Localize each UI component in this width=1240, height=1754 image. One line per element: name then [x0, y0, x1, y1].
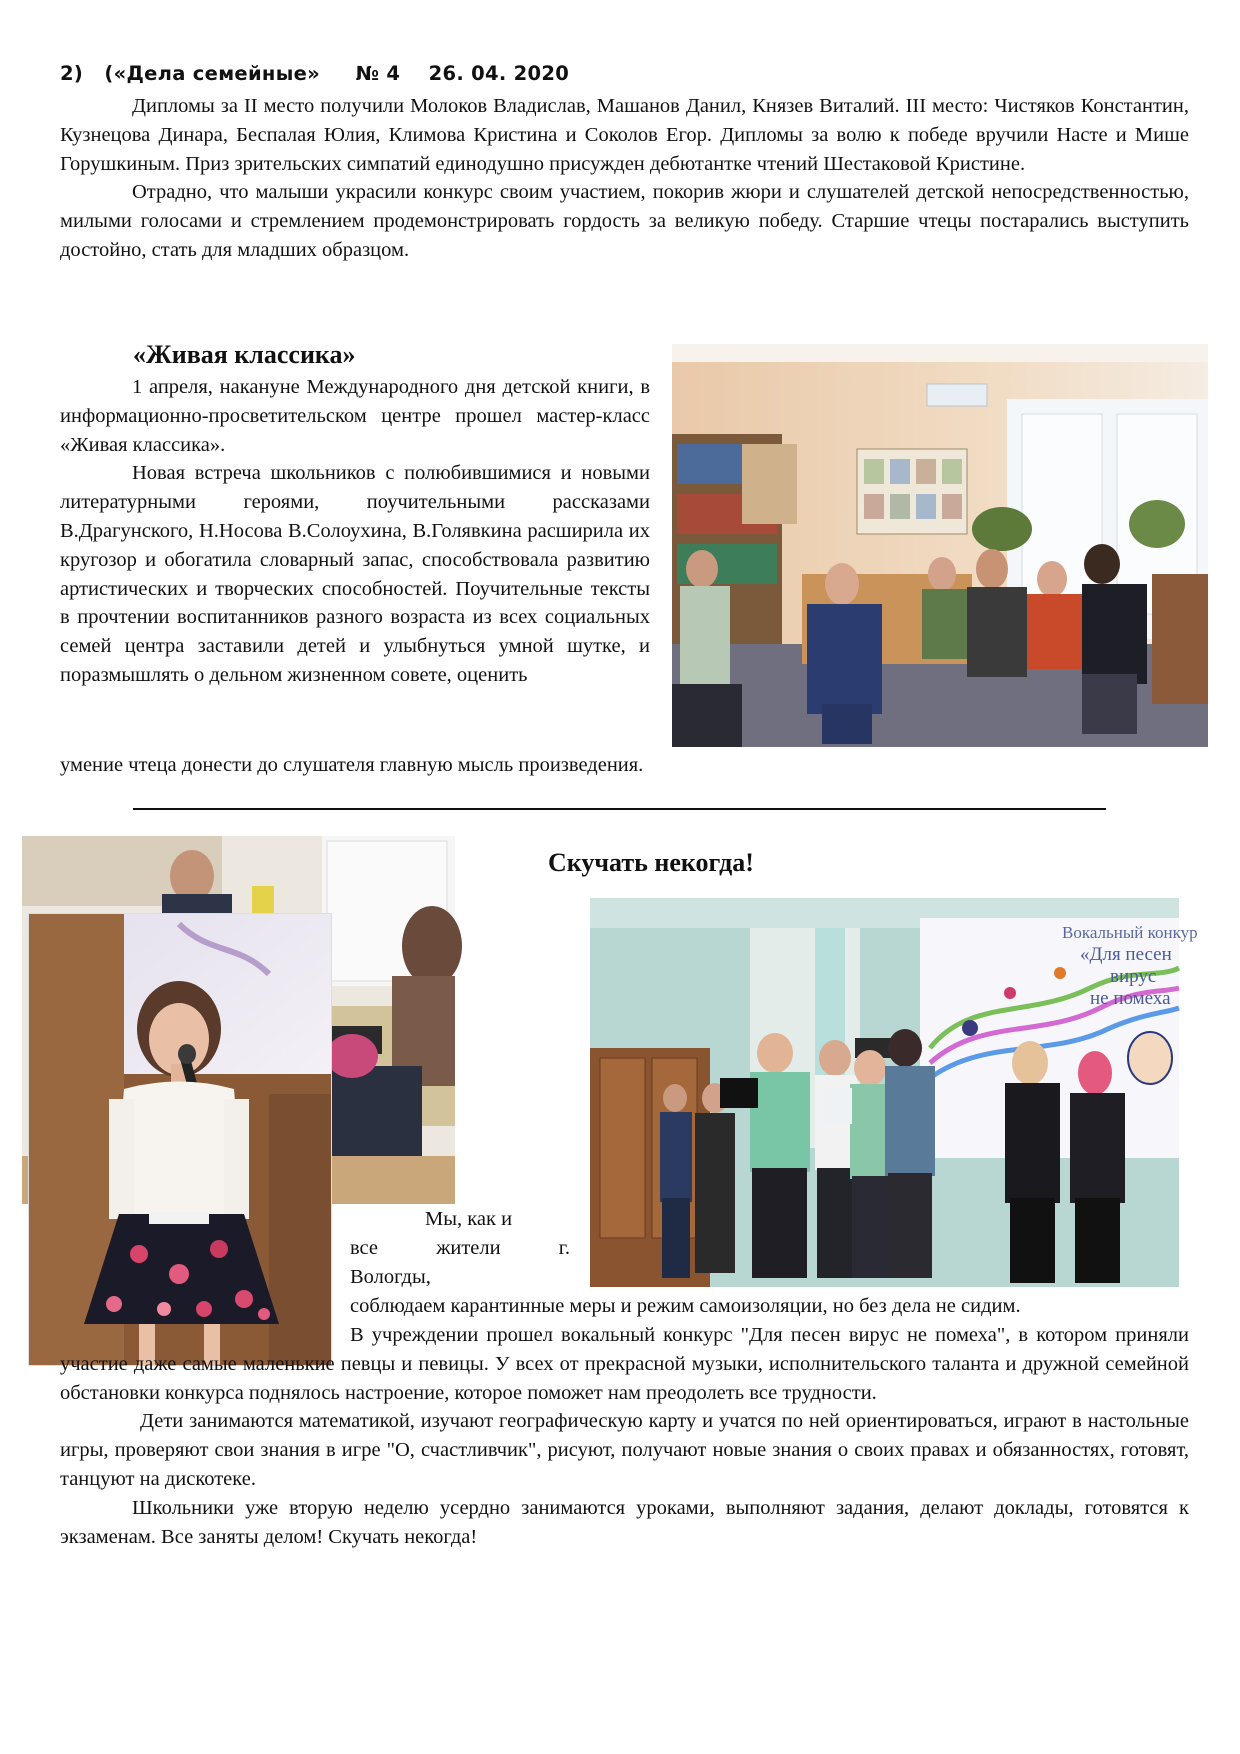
- section-divider: [133, 808, 1106, 810]
- issue-date: 26. 04. 2020: [428, 62, 570, 85]
- intro-paragraph-diplomas: Дипломы за II место получили Молоков Владислав, Машанов Данил, Князев Виталий. III место: Чистяков Константин, Кузнецова Динара, Беспалая Юлия, Климова Кристина и Соколов Егор. Дипломы за волю к победе вручили Насте и Мише Горушкиным. Приз зрительских симпатий единодушно присужден дебютантке чтений Шестаковой Кристине.: [60, 95, 1189, 175]
- section2-lead-line-1: Мы, как и: [425, 1208, 513, 1230]
- section2-paragraph-school: Школьники уже вторую неделю усердно занимаются уроками, выполняют задания, делают доклады, готовятся к экзаменам. Все заняты делом! Скучать некогда!: [60, 1496, 1189, 1548]
- photo-classroom-reading: [672, 344, 1208, 747]
- section1-paragraph-intro: 1 апреля, накануне Международного дня детской книги, в информационно-просветительском центре прошел мастер-класс «Живая классика».: [60, 376, 650, 456]
- section-title-skuchat-nekogda: Скучать некогда!: [548, 848, 754, 877]
- section2-text: [60, 1321, 1189, 1551]
- section-number: 2): [60, 62, 84, 85]
- section1-paragraph-end: умение чтеца донести до слушателя главную мысль произведения.: [60, 754, 644, 776]
- issue-number: № 4: [355, 62, 401, 85]
- section2-paragraph-competition: В учреждении прошел вокальный конкурс "Для песен вирус не помеха", в котором приняли участие даже самые маленькие певцы и певицы. У всех от прекрасной музыки, исполнительского таланта и дружной семейной обстановки конкурса поднялось настроение, которое поможет нам преодолеть все трудности.: [60, 1324, 1189, 1404]
- section2-paragraph-activities: Дети занимаются математикой, изучают географическую карту и учатся по ней ориентироваться, играют в настольные игры, проверяют свои знания в игре "О, счастливчик", рисуют, получают новые знания о своих правах и обязанностях, готовят, танцуют на дискотеке.: [60, 1410, 1189, 1490]
- slide-line-2: «Для песен: [1080, 944, 1172, 965]
- issue-header: [60, 62, 569, 85]
- section2-line-quarantine: соблюдаем карантинные меры и режим самоизоляции, но без дела не сидим.: [350, 1295, 1021, 1317]
- section-title-zhivaya-klassika: «Живая классика»: [133, 340, 356, 369]
- photo-girl-singing: [28, 913, 332, 1366]
- section1-paragraph-main: Новая встреча школьников с полюбившимися и новыми литературными героями, поучительными рассказами В.Драгунского, Н.Носова В.Солоухина, В.Голявкина расширила их кругозор и обогатила словарный запас, способствовала развитию артистических и творческих способностей. Поучительные тексты в прочтении воспитанников разного возраста из всех социальных семей центра заставили детей и улыбнуться умной шутке, и поразмышлять о дельном жизненном совете, оценить: [60, 462, 650, 686]
- intro-paragraph-kids: Отрадно, что малыши украсили конкурс своим участием, покорив жюри и слушателей детской непосредственностью, милыми голосами и стремлением продемонстрировать гордость за великую победу. Старшие чтецы постарались выступить достойно, стать для младших образцом.: [60, 181, 1189, 261]
- intro-block: [60, 92, 1189, 265]
- newsletter-title: («Дела семейные»: [104, 62, 321, 85]
- section2-lead-line-2: все жители г.: [350, 1237, 570, 1259]
- slide-line-4: не помеха: [1090, 988, 1171, 1009]
- section2-lead-line-3: Вологды,: [350, 1266, 431, 1288]
- section1-text: [60, 373, 650, 690]
- slide-line-3: вирус: [1110, 966, 1157, 987]
- photo-vocal-contest: [590, 898, 1198, 1287]
- slide-line-1: Вокальный конкур: [1062, 923, 1198, 942]
